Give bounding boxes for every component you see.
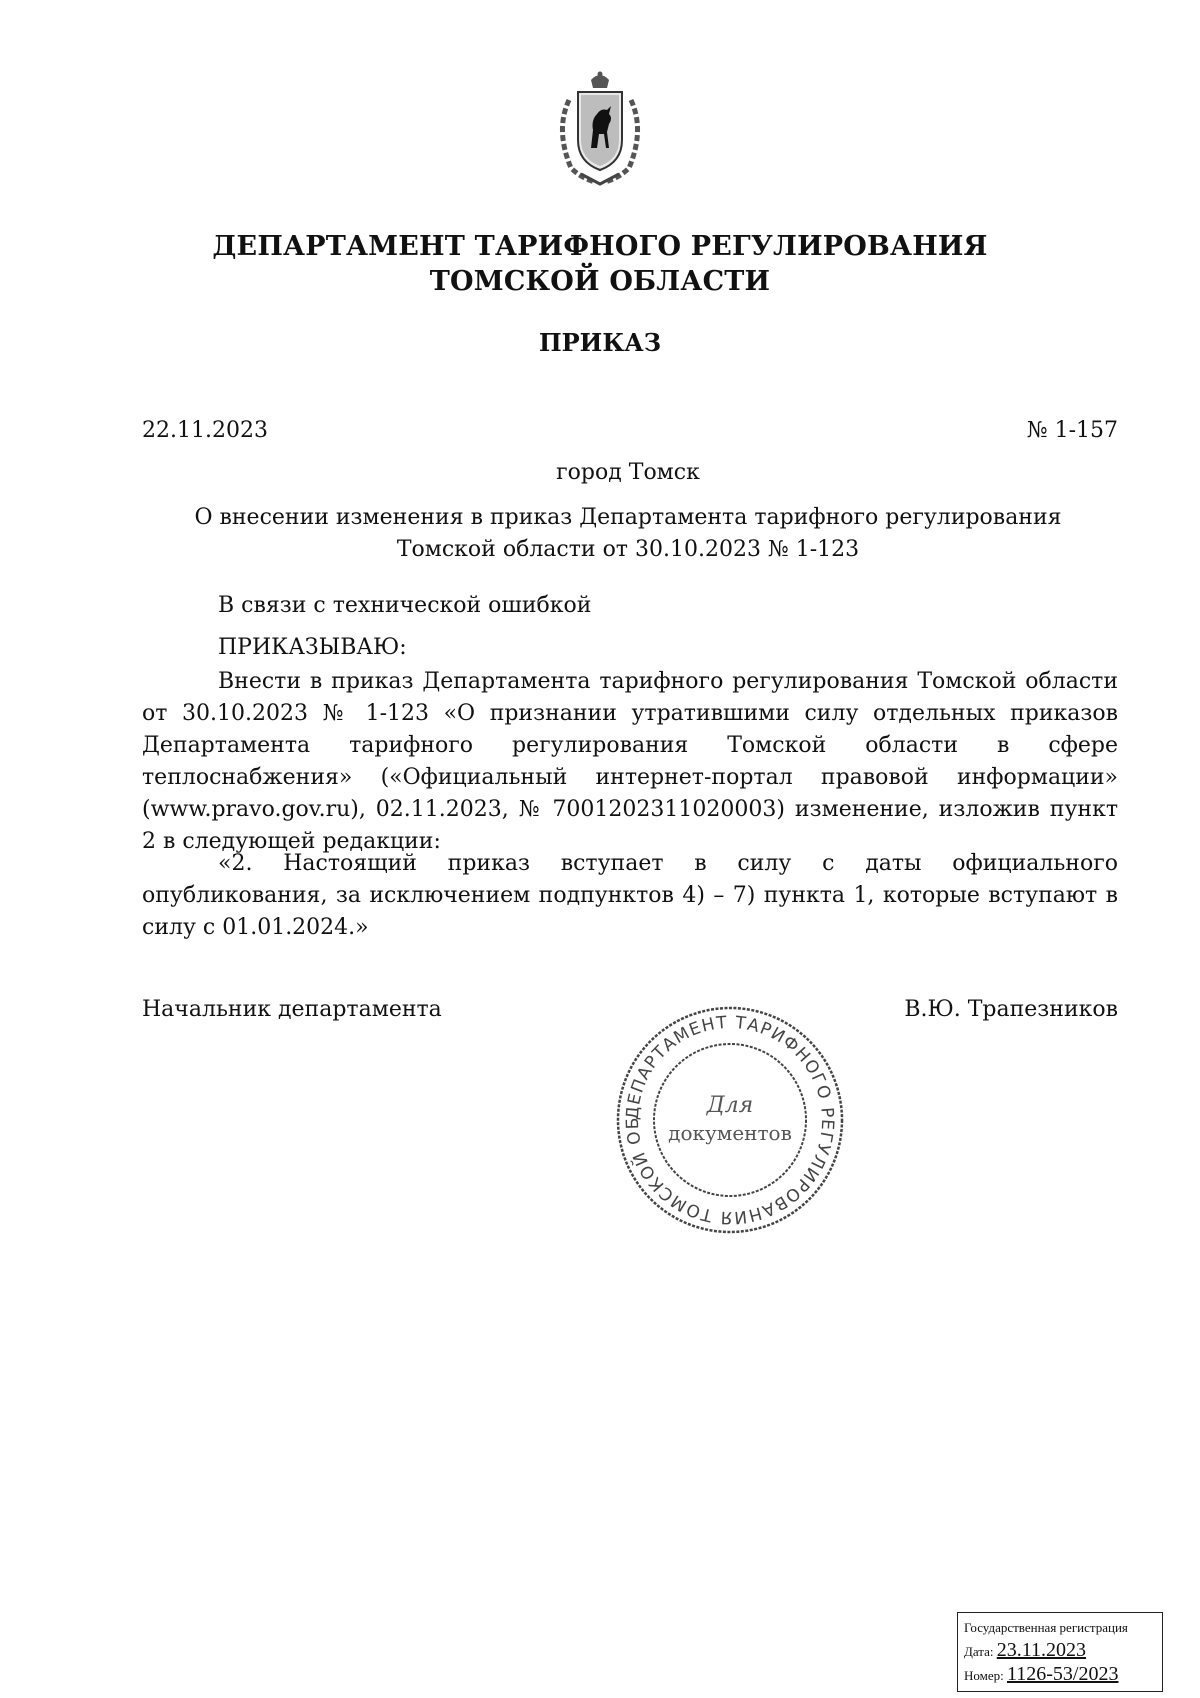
- state-registration-box: [957, 1612, 1163, 1692]
- seal-center-line1: Для: [706, 1093, 754, 1118]
- seal-svg: [610, 1000, 850, 1240]
- registration-date-value: 23.11.2023: [996, 1639, 1087, 1661]
- registration-number-label: Номер:: [964, 1668, 1004, 1683]
- document-type-title: ПРИКАЗ: [538, 328, 662, 357]
- registration-number-row: [964, 1663, 1156, 1687]
- registration-date-row: [964, 1639, 1156, 1663]
- reason-paragraph: В связи с технической ошибкой: [218, 593, 592, 618]
- department-title-line2: ТОМСКОЙ ОБЛАСТИ: [429, 266, 771, 297]
- registration-date-label: Дата:: [964, 1644, 994, 1659]
- document-date: 22.11.2023: [142, 418, 268, 443]
- subject-line1: О внесении изменения в приказ Департамента тарифного регулирования: [194, 505, 1062, 530]
- coat-of-arms-emblem: [551, 70, 649, 188]
- official-seal-stamp: [610, 1000, 850, 1240]
- coat-of-arms-svg: [551, 70, 649, 188]
- seal-center-line2: документов: [668, 1121, 792, 1145]
- document-subject: [140, 502, 1116, 566]
- document-city: город Томск: [556, 460, 700, 485]
- registration-title: Государственная регистрация: [964, 1620, 1128, 1635]
- main-paragraph: Внести в приказ Департамента тарифного регулирования Томской области от 30.10.2023 № 1-123 «О признании утратившими силу отдельных приказов Департамента тарифного регулирования Томской области в сфере теплоснабжения» («Официальный интернет-портал правовой информации» (www.pravo.gov.ru), 02.11.2023, № 7001202311020003) изменение, изложив пункт 2 в следующей редакции:: [142, 669, 1118, 854]
- signatory-position: Начальник департамента: [142, 997, 442, 1022]
- department-title-line1: ДЕПАРТАМЕНТ ТАРИФНОГО РЕГУЛИРОВАНИЯ: [212, 231, 988, 262]
- seal-ring-text: ДЕПАРТАМЕНТ ТАРИФНОГО РЕГУЛИРОВАНИЯ ТОМСКОЙ ОБ: [622, 1012, 838, 1228]
- quoted-amendment-paragraph: «2. Настоящий приказ вступает в силу с даты официального опубликования, за исключением подпунктов 4) – 7) пункта 1, которые вступают в силу с 01.01.2024.»: [142, 851, 1118, 940]
- registration-number-value: 1126-53/2023: [1007, 1663, 1119, 1685]
- subject-line2: Томской области от 30.10.2023 № 1-123: [396, 537, 860, 562]
- signatory-name: В.Ю. Трапезников: [904, 997, 1118, 1022]
- order-word: ПРИКАЗЫВАЮ:: [218, 635, 407, 660]
- document-number: № 1-157: [1026, 418, 1118, 443]
